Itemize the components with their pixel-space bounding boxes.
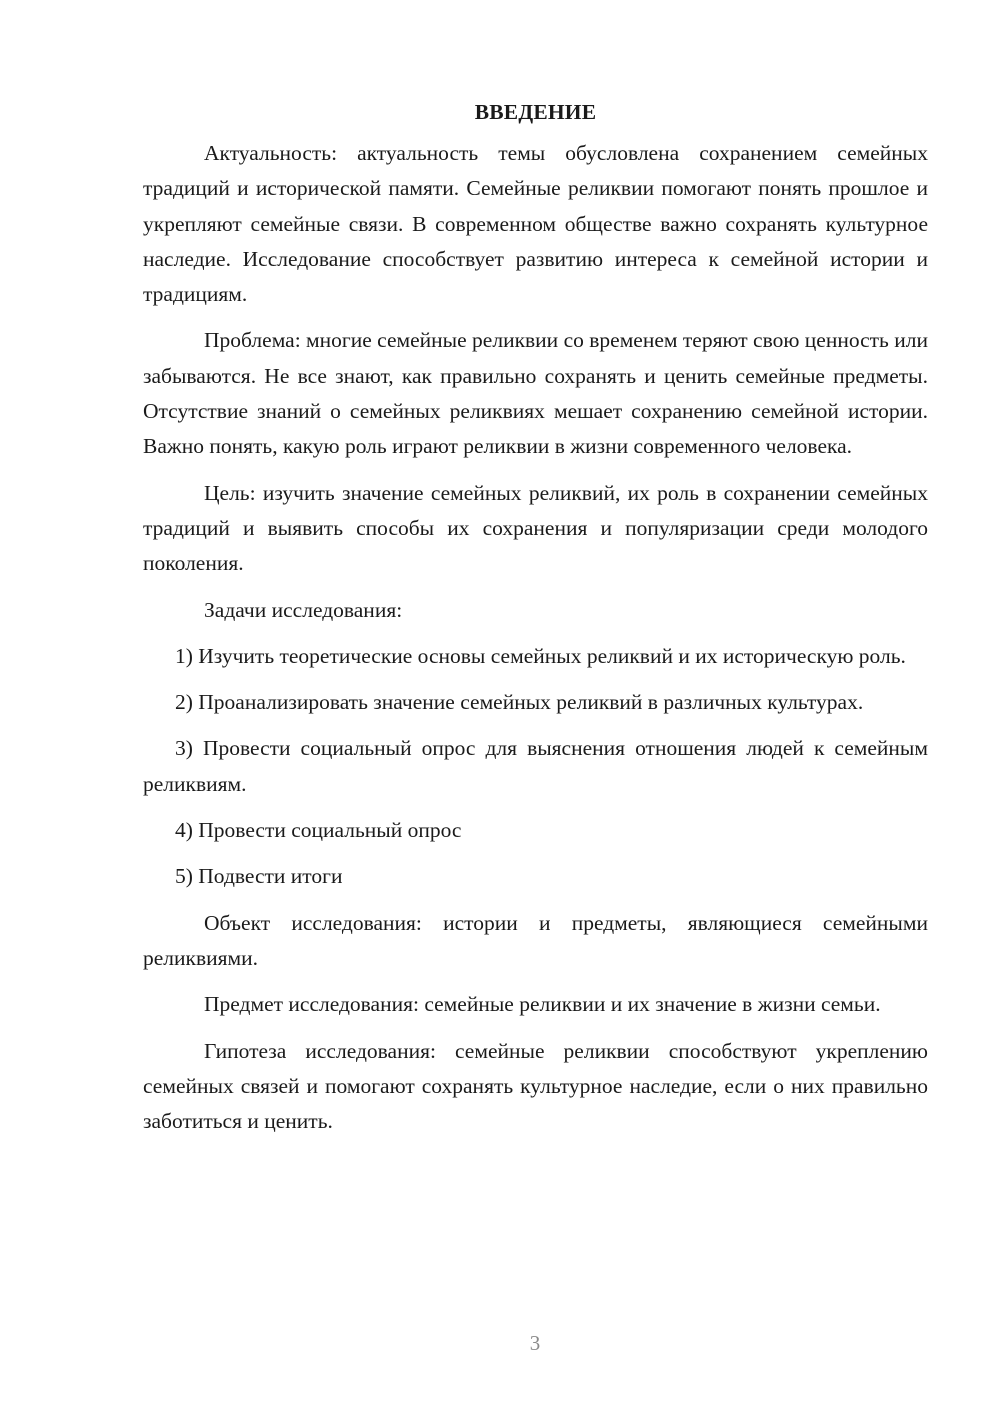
document-page <box>143 95 928 1150</box>
page-number: 3 <box>529 1331 541 1355</box>
paragraph-hypothesis: Гипотеза исследования: семейные реликвии способствуют укреплению семейных связей и помогают сохранять культурное наследие, если о них правильно заботиться и ценить. <box>143 1038 928 1134</box>
paragraph-object: Объект исследования: истории и предметы, являющиеся семейными реликвиями. <box>143 910 928 970</box>
task-item-2: 2) Проанализировать значение семейных реликвий в различных культурах. <box>175 690 864 715</box>
paragraph-goal: Цель: изучить значение семейных реликвий, их роль в сохранении семейных традиций и выявить способы их сохранения и популяризации среди молодого поколения. <box>143 480 928 576</box>
paragraph-relevance: Актуальность: актуальность темы обусловлена сохранением семейных традиций и исторической памяти. Семейные реликвии помогают понять прошлое и укрепляют семейные связи. В современном обществе важно сохранять культурное наследие. Исследование способствует развитию интереса к семейной истории и традициям. <box>143 141 928 307</box>
tasks-heading: Задачи исследования: <box>204 597 403 622</box>
task-item-1: 1) Изучить теоретические основы семейных реликвий и их историческую роль. <box>175 643 906 668</box>
section-title: ВВЕДЕНИЕ <box>474 100 597 124</box>
task-item-4: 4) Провести социальный опрос <box>175 818 462 843</box>
task-item-5: 5) Подвести итоги <box>175 864 343 889</box>
task-item-3: 3) Провести социальный опрос для выяснения отношения людей к семейным реликвиям. <box>143 736 928 796</box>
paragraph-subject: Предмет исследования: семейные реликвии и их значение в жизни семьи. <box>204 992 881 1017</box>
paragraph-problem: Проблема: многие семейные реликвии со временем теряют свою ценность или забываются. Не все знают, как правильно сохранять и ценить семейные предметы. Отсутствие знаний о семейных реликвиях мешает сохранению семейной истории. Важно понять, какую роль играют реликвии в жизни современного человека. <box>143 328 928 459</box>
